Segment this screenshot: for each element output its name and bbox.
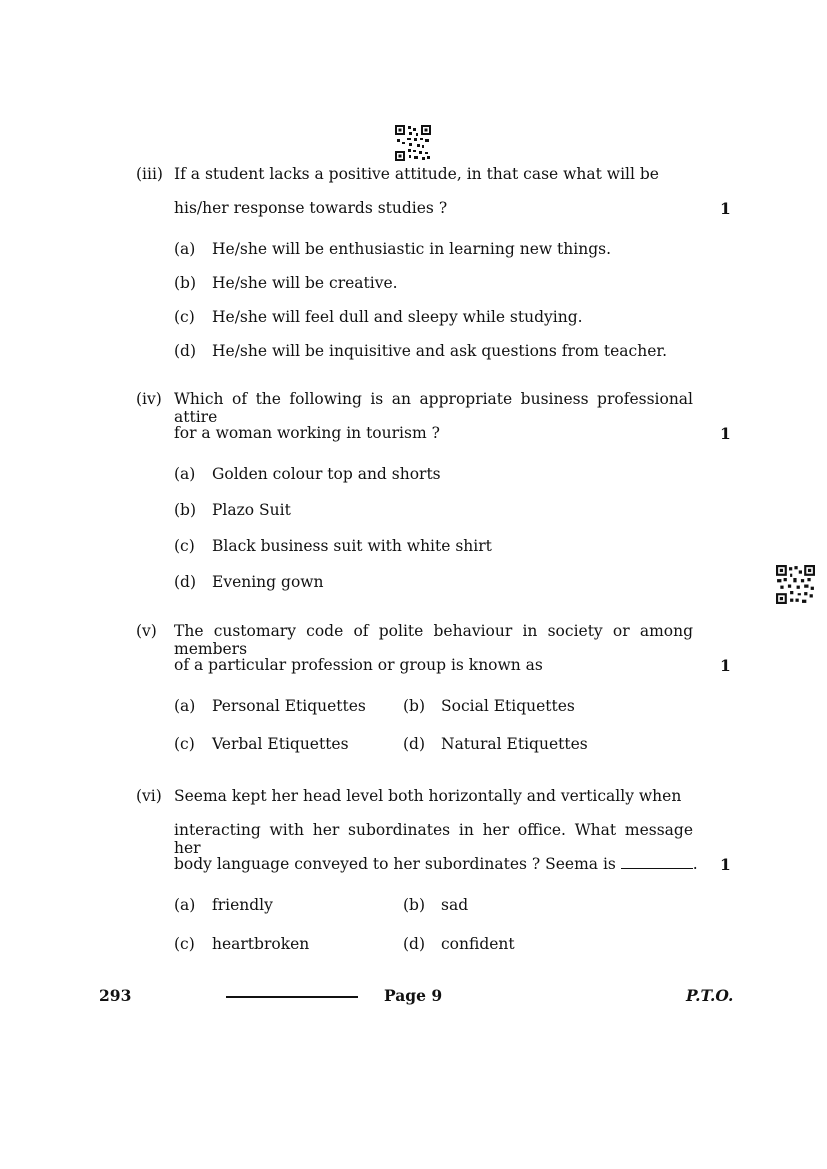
option-text: sad xyxy=(441,896,469,914)
question-text-line-2: interacting with her subordinates in her office. What message her xyxy=(174,821,693,857)
option-label: (c) xyxy=(174,308,195,326)
please-turn-over: P.T.O. xyxy=(686,986,734,1005)
question-marks: 1 xyxy=(720,656,731,675)
page-number: Page 9 xyxy=(384,986,443,1005)
option-text: Social Etiquettes xyxy=(441,697,575,715)
option-text: Verbal Etiquettes xyxy=(212,735,349,753)
option-label: (a) xyxy=(174,697,196,715)
answer-blank xyxy=(621,856,693,869)
option-text: He/she will be inquisitive and ask questions from teacher. xyxy=(212,342,668,360)
option-text: He/she will be creative. xyxy=(212,274,398,292)
question-marks: 1 xyxy=(720,199,731,218)
question-text-line-1: Seema kept her head level both horizontally and vertically when xyxy=(174,787,682,805)
option-label: (c) xyxy=(174,537,195,555)
option-label: (b) xyxy=(403,697,426,715)
option-text: He/she will be enthusiastic in learning new things. xyxy=(212,240,612,258)
question-text-line-1: If a student lacks a positive attitude, in that case what will be xyxy=(174,165,659,183)
option-text: friendly xyxy=(212,896,273,914)
option-label: (d) xyxy=(174,342,197,360)
option-label: (d) xyxy=(174,573,197,591)
question-text-line-3-end: . xyxy=(692,855,698,873)
option-text: Personal Etiquettes xyxy=(212,697,366,715)
paper-code: 293 xyxy=(99,986,132,1005)
option-label: (c) xyxy=(174,935,195,953)
footer-divider xyxy=(226,996,358,998)
option-text: Evening gown xyxy=(212,573,324,591)
option-text: Black business suit with white shirt xyxy=(212,537,492,555)
option-text: Golden colour top and shorts xyxy=(212,465,441,483)
question-text-line-2: his/her response towards studies ? xyxy=(174,199,448,217)
option-label: (a) xyxy=(174,240,196,258)
question-marks: 1 xyxy=(720,855,731,874)
question-marks: 1 xyxy=(720,424,731,443)
option-text: confident xyxy=(441,935,515,953)
question-number: (vi) xyxy=(136,787,162,805)
option-text: Natural Etiquettes xyxy=(441,735,588,753)
question-text-line-1: Which of the following is an appropriate business professional attire xyxy=(174,390,693,426)
question-text-line-2: for a woman working in tourism ? xyxy=(174,424,440,442)
option-text: Plazo Suit xyxy=(212,501,291,519)
option-label: (a) xyxy=(174,465,196,483)
option-label: (b) xyxy=(174,501,197,519)
option-label: (c) xyxy=(174,735,195,753)
option-text: heartbroken xyxy=(212,935,310,953)
option-label: (b) xyxy=(403,896,426,914)
qr-code-top xyxy=(395,125,431,161)
question-text-line-3 xyxy=(174,855,698,873)
question-text-line-1: The customary code of polite behaviour in society or among members xyxy=(174,622,693,658)
option-label: (a) xyxy=(174,896,196,914)
question-number: (iii) xyxy=(136,165,163,183)
question-text-line-2: of a particular profession or group is known as xyxy=(174,656,543,674)
question-text-line-3-start: body language conveyed to her subordinates ? Seema is xyxy=(174,855,616,873)
option-label: (b) xyxy=(174,274,197,292)
question-number: (v) xyxy=(136,622,157,640)
question-number: (iv) xyxy=(136,390,162,408)
option-text: He/she will feel dull and sleepy while studying. xyxy=(212,308,583,326)
option-label: (d) xyxy=(403,935,426,953)
option-label: (d) xyxy=(403,735,426,753)
qr-code-side xyxy=(776,565,815,604)
